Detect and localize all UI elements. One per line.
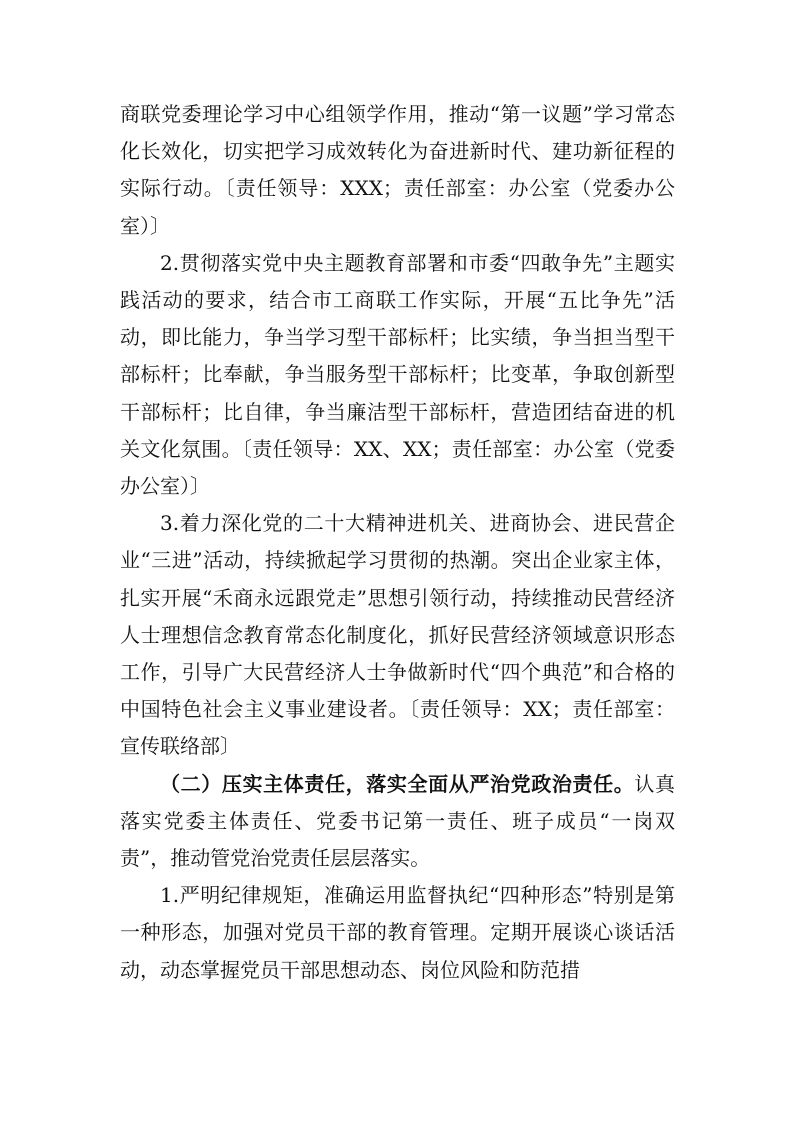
paragraph-continued — [120, 96, 675, 245]
section-heading-paragraph — [120, 766, 675, 878]
paragraph-item-2 — [120, 245, 675, 505]
paragraph-text: 3.着力深化党的二十大精神进机关、进商协会、进民营企业“三进”活动，持续掀起学习贯彻的热潮。突出企业家主体，扎实开展“禾商永远跟党走”思想引领行动，持续推动民营经济人士理想信念教育常态化制度化，抓好民营经济领域意识形态工作，引导广大民营经济人士争做新时代“四个典范”和合格的中国特色社会主义事业建设者。〔责任领导：XX；责任部室：宣传联络部〕 — [120, 511, 675, 759]
paragraph-text: 认真落实党委主体责任、党委书记第一责任、班子成员“一岗双责”，推动管党治党责任层层落实。 — [120, 771, 675, 871]
paragraph-text: 2.贯彻落实党中央主题教育部署和市委“四敢争先”主题实践活动的要求，结合市工商联工作实际，开展“五比争先”活动，即比能力，争当学习型干部标杆；比实绩，争当担当型干部标杆；比奉献，争当服务型干部标杆；比变革，争取创新型干部标杆；比自律，争当廉洁型干部标杆，营造团结奋进的机关文化氛围。〔责任领导：XX、XX；责任部室：办公室（党委办公室）〕 — [120, 250, 675, 499]
paragraph-item-3 — [120, 505, 675, 765]
section-heading: （二）压实主体责任，落实全面从严治党政治责任。 — [160, 771, 635, 796]
document-body — [120, 96, 675, 989]
paragraph-text: 1.严明纪律规矩，准确运用监督执纪“四种形态”特别是第一种形态，加强对党员干部的教育管理。定期开展谈心谈话活动，动态掌握党员干部思想动态、岗位风险和防范措 — [120, 883, 675, 982]
paragraph-text: 商联党委理论学习中心组领学作用，推动“第一议题”学习常态化长效化，切实把学习成效转化为奋进新时代、建功新征程的实际行动。〔责任领导：XXX；责任部室：办公室（党委办公室）〕 — [120, 102, 675, 238]
paragraph-item-1 — [120, 877, 675, 989]
